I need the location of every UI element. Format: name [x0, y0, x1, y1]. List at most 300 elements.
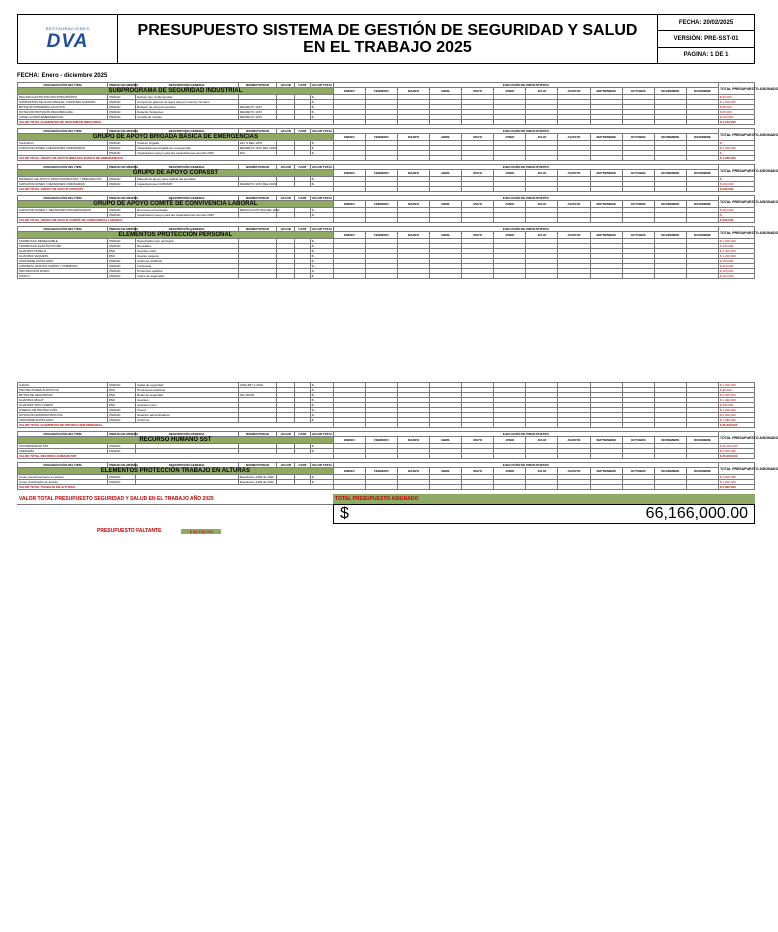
item-total: $ -	[310, 115, 333, 120]
item-name: PROTECTORES AUDITIVOS	[18, 388, 108, 393]
column-header: VALOR TOTAL	[311, 196, 333, 200]
item-total: $ -	[310, 177, 333, 182]
item-qty	[295, 274, 310, 279]
month-total	[686, 120, 718, 125]
month-cell	[462, 274, 494, 279]
month-total	[333, 156, 365, 161]
item-assigned: $ -	[718, 141, 754, 146]
summary-right-label: TOTAL PRESUPUESTO ASIGNADO	[333, 494, 755, 504]
section-total-assigned: $ 1,510,000	[718, 120, 754, 125]
month-header: ENERO	[333, 201, 365, 208]
month-header: NOVIEMBRE	[654, 468, 686, 475]
month-total	[462, 485, 494, 490]
item-assigned: $ 30,000,000	[718, 444, 754, 449]
month-header: AGOSTO	[558, 88, 590, 95]
section-table	[17, 431, 778, 459]
month-total	[462, 454, 494, 459]
month-total	[558, 423, 590, 428]
section-total-label: VALOR TOTAL RECURSO HUMANO SST	[18, 454, 334, 459]
month-cell	[590, 274, 622, 279]
month-header: AGOSTO	[558, 170, 590, 177]
column-header: CANT	[295, 196, 310, 201]
execution-header: EJECUCIÓN DE PRESUPUESTO	[333, 227, 718, 232]
date-range: FECHA: Enero - diciembre 2025	[17, 73, 108, 79]
column-header: VALOR	[277, 463, 295, 468]
item-assigned: $ 420,000	[718, 244, 754, 249]
month-header: ENERO	[333, 88, 365, 95]
item-total: $ -	[310, 398, 333, 403]
item-name: BOTIQUÍN PRIMEROS AUXILIOS	[18, 105, 108, 110]
item-assigned: $ 1,200,000	[718, 239, 754, 244]
section-total-assigned: $ 600,000	[718, 187, 754, 192]
month-total	[590, 454, 622, 459]
month-total	[654, 156, 686, 161]
item-total: $ -	[310, 100, 333, 105]
item-assigned: $ 420,000	[718, 259, 754, 264]
column-header: DESCRIPCIÓN GENERAL	[136, 463, 239, 468]
item-unit: UNIDAD	[107, 480, 135, 485]
column-header: UNIDAD DE MEDIDA	[108, 432, 139, 436]
section-table	[17, 195, 778, 223]
month-total	[590, 218, 622, 223]
item-description: Camilla de rescate	[136, 115, 239, 120]
month-total	[654, 423, 686, 428]
column-header: DESCRIPCIÓN GENERAL	[136, 83, 239, 88]
item-name: CAPACITACIONES / REUNIONES ORDINARIAS	[18, 182, 108, 187]
month-header: FEBRERO	[365, 232, 397, 239]
month-header: JUNIO	[494, 468, 526, 475]
column-header: NORMATIVIDAD	[238, 129, 277, 134]
item-assigned: $ 1,200,000	[718, 146, 754, 151]
section-title: SUBPROGRAMA DE SEGURIDAD INDUSTRIAL	[18, 88, 334, 95]
item-description: Botas de seguridad	[136, 393, 239, 398]
month-total	[494, 218, 526, 223]
item-norm: DECRETO 1072	[238, 115, 277, 120]
item-name: CAPACITACIONES Y REUNIONES PROGRAMADAS	[18, 208, 108, 213]
month-total	[462, 187, 494, 192]
section-table	[17, 382, 755, 428]
month-header: FEBRERO	[365, 437, 397, 444]
month-cell	[654, 274, 686, 279]
document-header	[17, 14, 755, 64]
item-assigned: $ -	[718, 151, 754, 156]
missing-budget: PRESUPUESTO FALTANTE $ 66,166,000	[17, 528, 755, 534]
month-total	[558, 156, 590, 161]
item-description: Capacitaciones brigada de emergencias	[136, 146, 239, 151]
execution-header: EJECUCIÓN DE PRESUPUESTO	[333, 83, 718, 88]
item-unit: UNIDAD	[107, 383, 135, 388]
item-description: Capacitaciones COPASST	[136, 182, 239, 187]
logo-mark: DVA	[46, 30, 89, 52]
month-total	[430, 218, 462, 223]
item-total: $ -	[310, 269, 333, 274]
item-total: $ -	[310, 146, 333, 151]
month-header: AGOSTO	[558, 201, 590, 208]
month-total	[430, 423, 462, 428]
item-total: $ -	[310, 141, 333, 146]
item-norm: ANSI Z87.1-2010	[238, 383, 277, 388]
item-total: $ -	[310, 449, 333, 454]
month-total	[430, 156, 462, 161]
item-value	[277, 274, 295, 279]
month-total	[398, 423, 430, 428]
item-description: Guantes	[136, 398, 239, 403]
month-total	[590, 120, 622, 125]
month-total	[397, 187, 429, 192]
total-assigned-header: TOTAL PRESUPUESTO ASIGNADO	[718, 165, 754, 177]
column-header: VALOR TOTAL	[311, 463, 333, 467]
month-total	[494, 156, 526, 161]
month-header: NOVIEMBRE	[654, 201, 686, 208]
item-assigned: $ 420,000	[718, 264, 754, 269]
item-norm: DECRETO 1072	[238, 105, 277, 110]
item-assigned: $ 80,000	[718, 105, 754, 110]
item-name: Curso coordinador de alturas	[18, 480, 108, 485]
item-name: ASESORÍA	[18, 449, 108, 454]
month-cell	[333, 274, 365, 279]
item-assigned: $ 900,000	[718, 403, 754, 408]
item-description: Uniforme	[136, 418, 239, 423]
month-header: DICIEMBRE	[686, 201, 718, 208]
item-unit: PAR	[107, 249, 135, 254]
month-total	[397, 454, 429, 459]
item-description: Chaleco brigada	[136, 141, 239, 146]
item-unit: UNIDAD	[107, 274, 135, 279]
item-name: GUANTES RIGHT	[18, 398, 108, 403]
item-norm: DECRETO 1072 DEL 2015	[239, 146, 276, 150]
month-total	[494, 485, 526, 490]
column-header: NORMATIVIDAD	[238, 165, 277, 170]
month-header: FEBRERO	[365, 88, 397, 95]
month-total	[654, 218, 686, 223]
month-total	[494, 454, 526, 459]
month-header: DICIEMBRE	[686, 88, 718, 95]
column-header: VALOR	[277, 165, 295, 170]
item-description: Gafas de seguridad	[136, 383, 239, 388]
column-header: CANT	[295, 129, 310, 134]
item-assigned: $ 1,200,000	[718, 100, 754, 105]
month-header: JUNIO	[494, 88, 526, 95]
meta-fecha: FECHA: 20/02/2025	[658, 15, 754, 31]
execution-header: EJECUCIÓN DE PRESUPUESTO	[333, 463, 718, 468]
column-header: UNIDAD DE MEDIDA	[108, 165, 139, 169]
month-header: MAYO	[462, 88, 494, 95]
column-header: ORGANIZACIÓN DEL ÍTEM	[18, 432, 108, 437]
execution-header: EJECUCIÓN DE PRESUPUESTO	[333, 432, 718, 437]
month-header: OCTUBRE	[622, 134, 654, 141]
item-description: Guantes nitrilo	[136, 249, 239, 254]
item-total: $ -	[310, 388, 333, 393]
month-total	[430, 454, 462, 459]
page-gap	[17, 279, 755, 379]
item-unit: UNIDAD	[107, 413, 135, 418]
item-unit: PAR	[107, 254, 135, 259]
month-header: MAYO	[462, 468, 494, 475]
month-header: JULIO	[526, 88, 558, 95]
item-name: CAPACITACIONES / REUNIONES ORDINARIAS	[18, 146, 108, 151]
section-title: ELEMENTOS PROTECCIÓN TRABAJO EN ALTURAS	[18, 468, 334, 475]
item-name: TAPABOCAS DESECHABLE	[18, 239, 108, 244]
item-assigned: $ 1,000,000	[718, 480, 754, 485]
item-assigned: $ 50,000	[718, 110, 754, 115]
column-header: DESCRIPCIÓN GENERAL	[136, 165, 239, 170]
budget-summary	[17, 494, 755, 524]
month-cell	[397, 274, 429, 279]
month-header: SEPTIEMBRE	[590, 232, 622, 239]
item-unit: UNIDAD	[107, 408, 135, 413]
item-assigned: $ 1,200,000	[718, 383, 754, 388]
column-header: UNIDAD DE MEDIDA	[108, 196, 139, 200]
column-header: ORGANIZACIÓN DEL ÍTEM	[18, 129, 108, 134]
month-header: AGOSTO	[558, 134, 590, 141]
item-description: Extintor tipo multipropósito	[136, 95, 239, 100]
item-norm: N/A	[238, 151, 277, 156]
item-total: $ -	[310, 239, 333, 244]
item-total: $ -	[310, 110, 333, 115]
item-unit: UNIDAD	[107, 444, 135, 449]
item-unit: UNIDAD	[107, 239, 135, 244]
month-total	[365, 120, 397, 125]
column-header: UNIDAD DE MEDIDA	[108, 129, 139, 133]
item-description: Botiquín de primeros auxilios	[136, 105, 239, 110]
document-meta	[658, 15, 754, 63]
month-total	[526, 120, 558, 125]
total-assigned-header: TOTAL PRESUPUESTO ASIGNADO	[718, 432, 754, 444]
section-total-label: VALOR TOTAL TRABAJO EN ALTURAS	[18, 485, 334, 490]
month-cell	[526, 274, 558, 279]
month-total	[333, 218, 365, 223]
column-header: ORGANIZACIÓN DEL ÍTEM	[18, 165, 108, 170]
month-header: JUNIO	[494, 170, 526, 177]
document-title: PRESUPUESTO SISTEMA DE GESTIÓN DE SEGURIDAD Y SALUD EN EL TRABAJO 2025	[118, 15, 658, 63]
item-name: GUANTES TIPO CUERO	[18, 403, 108, 408]
item-total: $ -	[310, 244, 333, 249]
item-total: $ -	[310, 182, 333, 187]
section-table	[17, 82, 778, 125]
item-unit: UNIDAD	[107, 418, 135, 423]
month-total	[590, 423, 622, 428]
section-total-assigned: $ 25,000,000	[718, 423, 754, 428]
month-header: SEPTIEMBRE	[590, 437, 622, 444]
item-assigned: $ -	[718, 213, 754, 218]
month-total	[622, 454, 654, 459]
section-total-label: VALOR TOTAL ELEMENTOS DE PROTECCIÓN PERSONAL	[18, 423, 334, 428]
column-header: DESCRIPCIÓN GENERAL	[136, 129, 239, 134]
month-header: OCTUBRE	[622, 88, 654, 95]
item-unit: UNIDAD	[107, 110, 135, 115]
item-total: $ -	[310, 259, 333, 264]
item-name: COORDINADOR SST	[18, 444, 108, 449]
item-name: SUMINISTRO DE AGUA PARA EL CONSUMO HUMANO	[18, 100, 108, 105]
item-name: DOTACIÓN ADMINISTRATIVOS	[18, 413, 108, 418]
item-unit: UNIDAD	[107, 100, 135, 105]
item-total: $ -	[310, 249, 333, 254]
item-unit: UNIDAD	[107, 115, 135, 120]
month-cell	[494, 274, 526, 279]
month-header: ENERO	[333, 468, 365, 475]
month-total	[558, 218, 590, 223]
total-assigned-header: TOTAL PRESUPUESTO ASIGNADO	[718, 129, 754, 141]
item-unit: PAR	[107, 398, 135, 403]
month-header: OCTUBRE	[622, 437, 654, 444]
item-assigned: $ 420,000	[718, 274, 754, 279]
month-total	[526, 423, 558, 428]
month-total	[365, 218, 397, 223]
item-unit: PAR	[107, 388, 135, 393]
month-header: OCTUBRE	[622, 201, 654, 208]
item-name: CAMILLA PARA EMERGENCIAS	[18, 115, 108, 120]
item-description: Overol	[136, 408, 239, 413]
month-total	[333, 454, 365, 459]
column-header: ORGANIZACIÓN DEL ÍTEM	[18, 463, 108, 468]
summary-left-label: VALOR TOTAL PRESUPUESTO SEGURIDAD Y SALUD EN EL TRABAJO AÑO 2025	[17, 494, 333, 505]
column-header: ORGANIZACIÓN DEL ÍTEM	[18, 196, 108, 201]
month-header: MARZO	[397, 232, 429, 239]
item-norm: Resolución 1409 de 2012	[238, 475, 277, 480]
month-header: NOVIEMBRE	[654, 437, 686, 444]
item-total: $ -	[310, 480, 333, 485]
month-total	[558, 485, 590, 490]
month-header: ABRIL	[430, 468, 462, 475]
month-header: ENERO	[333, 134, 365, 141]
item-assigned: $ 1,440,000	[718, 398, 754, 403]
total-assigned-header: TOTAL PRESUPUESTO ASIGNADO	[718, 196, 754, 208]
month-total	[686, 485, 718, 490]
month-header: FEBRERO	[365, 134, 397, 141]
column-header: VALOR	[277, 432, 295, 437]
month-header: ABRIL	[430, 437, 462, 444]
item-unit: UNIDAD	[107, 449, 135, 454]
month-total	[526, 156, 558, 161]
month-header: MARZO	[397, 201, 429, 208]
section-total-assigned: $ 35,000,000	[718, 454, 754, 459]
month-total	[590, 156, 622, 161]
month-header: AGOSTO	[558, 437, 590, 444]
column-header: DESCRIPCIÓN GENERAL	[136, 227, 239, 232]
item-unit: UNIDAD	[107, 105, 135, 110]
month-total	[397, 156, 429, 161]
item-assigned: $ 60,000	[718, 95, 754, 100]
item-total: $ -	[310, 213, 333, 218]
column-header: VALOR TOTAL	[311, 129, 333, 133]
month-total	[462, 423, 494, 428]
item-total: $ -	[310, 95, 333, 100]
item-norm: DECRETO 1072	[238, 110, 277, 115]
month-total	[590, 485, 622, 490]
item-description: Uniforme antifluido	[136, 259, 239, 264]
meta-version: VERSIÓN: PRE-SST-01	[658, 31, 754, 47]
month-header: ENERO	[333, 232, 365, 239]
month-total	[430, 485, 462, 490]
column-header: VALOR TOTAL	[311, 227, 333, 231]
item-assigned: $ 6,000,000	[718, 393, 754, 398]
item-name: PROTECCIÓN RUIDO	[18, 269, 108, 274]
item-total: $ -	[310, 418, 333, 423]
item-assigned: $ 1,200,000	[718, 408, 754, 413]
column-header: CANT	[295, 83, 310, 88]
item-unit: UNIDAD	[107, 182, 135, 187]
item-unit: PAR	[107, 393, 135, 398]
month-total	[494, 423, 526, 428]
month-header: DICIEMBRE	[686, 232, 718, 239]
month-header: SEPTIEMBRE	[590, 88, 622, 95]
section-title: ELEMENTOS PROTECCIÓN PERSONAL	[18, 232, 334, 239]
section-total-label: VALOR TOTAL GRUPO DE APOYO BRIGADA BÁSICA DE EMERGENCIAS	[18, 156, 334, 161]
item-assigned: $ 1,680,000	[718, 418, 754, 423]
month-header: OCTUBRE	[622, 170, 654, 177]
column-header: CANT	[295, 432, 310, 437]
month-cell	[622, 274, 654, 279]
month-total	[462, 120, 494, 125]
month-total	[654, 187, 686, 192]
item-assigned: $ 1,200,000	[718, 254, 754, 259]
item-description: Dotación botiquines	[136, 110, 239, 115]
item-unit: UNIDAD	[107, 141, 135, 146]
section-total-assigned: $ 300,000	[718, 218, 754, 223]
month-header: MAYO	[462, 437, 494, 444]
month-header: NOVIEMBRE	[654, 88, 686, 95]
item-assigned: $ 300,000	[718, 208, 754, 213]
column-header: VALOR	[277, 196, 295, 201]
meta-pagina: PAGINA: 1 DE 1	[683, 52, 729, 59]
item-unit: UNIDAD	[107, 151, 135, 156]
month-total	[654, 120, 686, 125]
item-total: $ -	[310, 393, 333, 398]
month-total	[430, 187, 462, 192]
item-description: Protección auditiva	[136, 269, 239, 274]
month-total	[686, 187, 718, 192]
month-header: OCTUBRE	[622, 468, 654, 475]
month-total	[558, 187, 590, 192]
month-total	[333, 187, 365, 192]
item-assigned: $ -	[718, 177, 754, 182]
month-header: DICIEMBRE	[686, 437, 718, 444]
item-name: CASCO	[18, 274, 108, 279]
column-header: VALOR TOTAL	[311, 165, 333, 169]
item-assigned: $ 120,000	[718, 115, 754, 120]
item-name: BOTAS DE SEGURIDAD	[18, 393, 108, 398]
column-header: VALOR TOTAL	[311, 83, 333, 87]
summary-total: $ 66,166,000.00	[333, 504, 755, 524]
month-total	[333, 423, 365, 428]
month-header: MAYO	[462, 201, 494, 208]
item-unit: UNIDAD	[107, 146, 135, 151]
section-title: GRUPO DE APOYO BRIGADA BÁSICA DE EMERGENCIAS	[18, 134, 334, 141]
month-total	[622, 156, 654, 161]
item-norm: LEY 9 DEL 1979	[238, 141, 277, 146]
month-header: JULIO	[526, 232, 558, 239]
month-total	[622, 423, 654, 428]
item-name: GUANTES NITRILO	[18, 249, 108, 254]
month-header: FEBRERO	[365, 468, 397, 475]
company-logo	[18, 15, 118, 63]
item-total: $ -	[310, 403, 333, 408]
month-total	[365, 423, 397, 428]
month-header: ABRIL	[430, 134, 462, 141]
item-norm: Resolución 1409 de 2012	[238, 480, 277, 485]
item-total: $ -	[310, 264, 333, 269]
column-header: NORMATIVIDAD	[238, 227, 277, 232]
month-total	[365, 187, 397, 192]
item-name: GUANTES VAQUETA	[18, 254, 108, 259]
item-description: Camisetas	[136, 264, 239, 269]
month-total	[462, 156, 494, 161]
month-total	[590, 187, 622, 192]
total-assigned-header: TOTAL PRESUPUESTO ASIGNADO	[718, 463, 754, 475]
month-total	[526, 485, 558, 490]
month-header: ENERO	[333, 170, 365, 177]
month-cell	[558, 274, 590, 279]
